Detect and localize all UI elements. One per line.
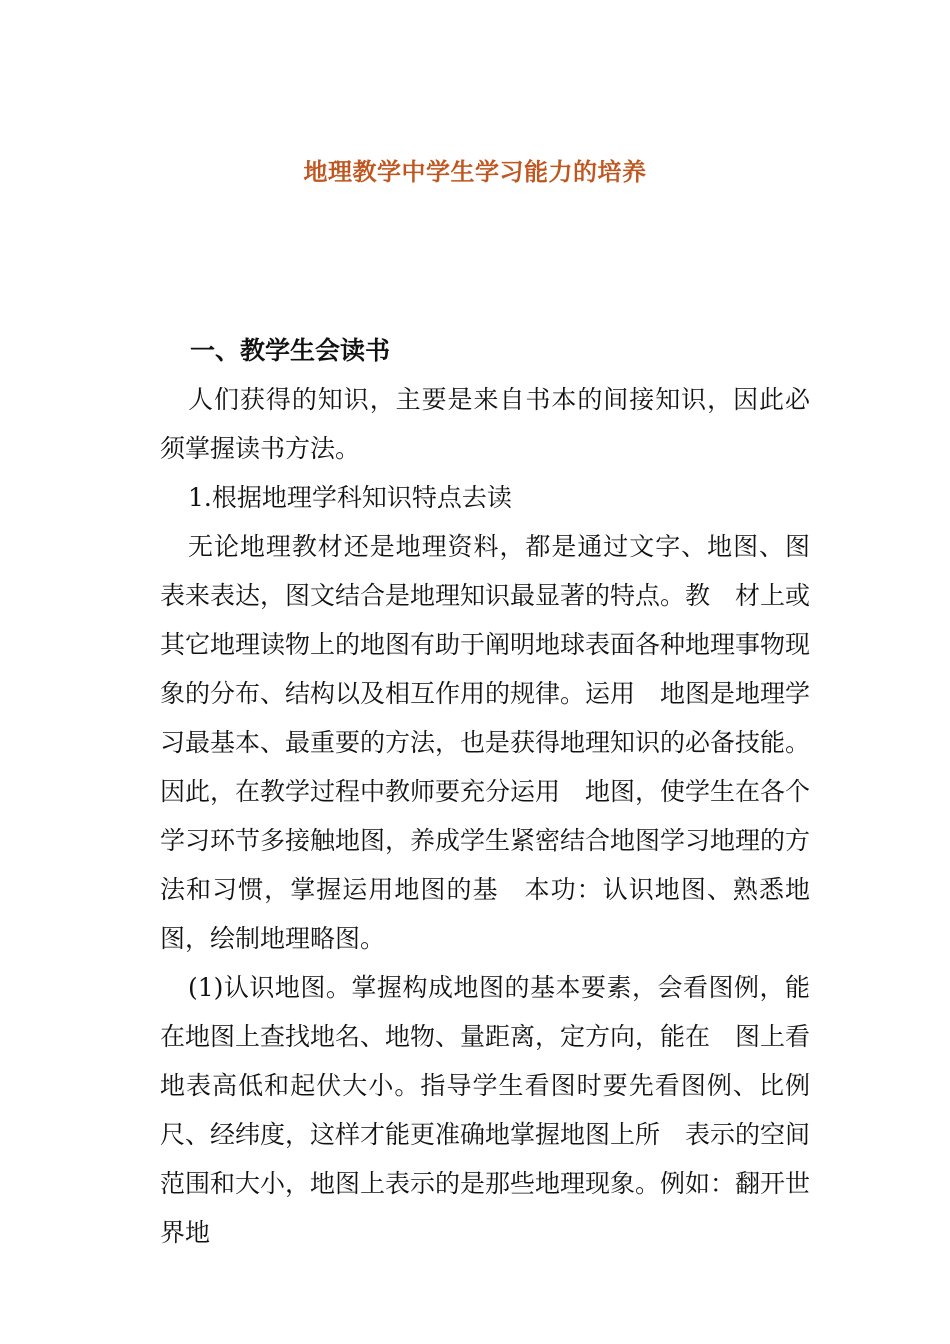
- document-title: 地理教学中学生学习能力的培养: [303, 157, 647, 186]
- body-paragraph-1: 无论地理教材还是地理资料，都是通过文字、地图、图表来表达，图文结合是地理知识最显著的特点。教 材上或其它地理读物上的地图有助于阐明地球表面各种地理事物现象的分布、结构以及相互作用的规律。运用 地图是地理学习最基本、最重要的方法，也是获得地理知识的必备技能。因此，在教学过程中教师要充分运用 地图，使学生在各个学习环节多接触地图，养成学生紧密结合地图学习地理的方法和习惯，掌握运用地图的基 本功：认识地图、熟悉地图，绘制地理略图。: [160, 532, 811, 953]
- body-paragraph-2: (1)认识地图。掌握构成地图的基本要素，会看图例，能在地图上查找地名、地物、量距离，定方向，能在 图上看地表高低和起伏大小。指导学生看图时要先看图例、比例尺、经纬度，这样才能更准确地掌握地图上所 表示的空间范围和大小，地图上表示的是那些地理现象。例如：翻开世界地: [160, 973, 811, 1247]
- document-body: [160, 326, 810, 1257]
- section-heading: 一、教学生会读书: [190, 336, 391, 365]
- subsection-heading: 1.根据地理学科知识特点去读: [188, 483, 512, 512]
- intro-paragraph: 人们获得的知识，主要是来自书本的间接知识，因此必须掌握读书方法。: [160, 385, 810, 463]
